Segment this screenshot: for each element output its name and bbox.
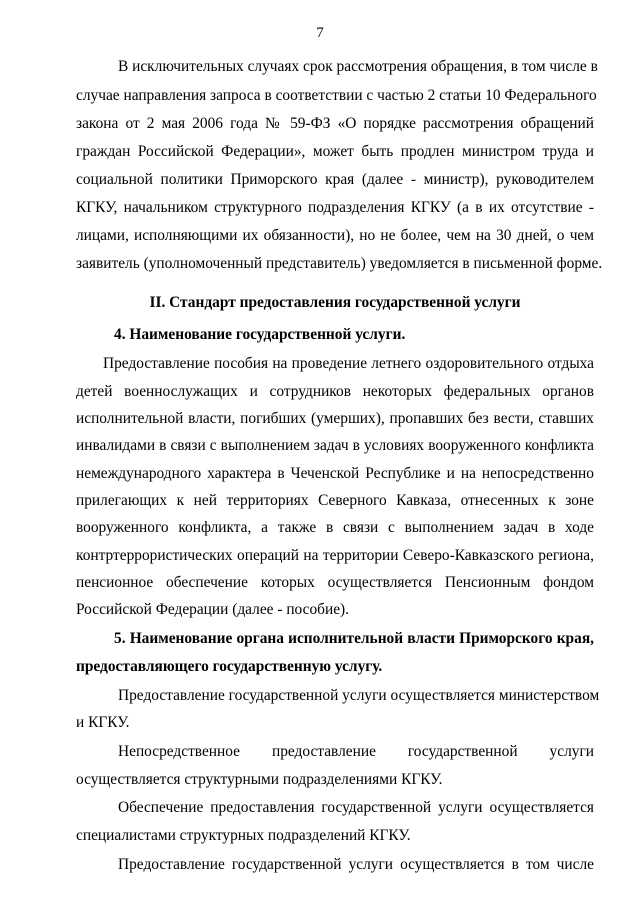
text-line: Предоставление государственной услуги осуществляется в том числе xyxy=(118,856,594,873)
text-line: Непосредственное предоставление государственной услуги xyxy=(118,743,594,760)
heading-5: 5. Наименование органа исполнительной власти Приморского края, xyxy=(114,630,594,647)
text-line: осуществляется структурными подразделениями КГКУ. xyxy=(76,771,443,788)
text-line: закона от 2 мая 2006 года № 59-ФЗ «О порядке рассмотрения обращений xyxy=(76,115,594,132)
text-line: граждан Российской Федерации», может быть продлен министром труда и xyxy=(76,143,594,160)
text-line: детей военнослужащих и сотрудников некоторых федеральных органов xyxy=(76,383,594,400)
section-title: II. Стандарт предоставления государственной услуги xyxy=(149,294,521,311)
text-line: и КГКУ. xyxy=(76,714,130,731)
text-line: лицами, исполняющими их обязанности), но не более, чем на 30 дней, о чем xyxy=(76,227,594,244)
text-line: немеждународного характера в Чеченской Республике и на непосредственно xyxy=(76,465,594,482)
text-line: исполнительной власти, погибших (умерших), пропавших без вести, ставших xyxy=(76,410,594,427)
text-line: вооруженного конфликта, а также в связи с выполнением задач в ходе xyxy=(76,519,594,536)
page-number: 7 xyxy=(316,25,324,41)
text-line: КГКУ, начальником структурного подразделения КГКУ (а в их отсутствие - xyxy=(76,199,594,216)
text-line: Российской Федерации (далее - пособие). xyxy=(76,601,350,618)
text-line: пенсионное обеспечение которых осуществляется Пенсионным фондом xyxy=(76,574,594,591)
text-line: В исключительных случаях срок рассмотрения обращения, в том числе в xyxy=(118,58,598,75)
text-line: контртеррористических операций на территории Северо-Кавказского региона, xyxy=(76,547,594,564)
text-line: инвалидами в связи с выполнением задач в условиях вооруженного конфликта xyxy=(76,437,594,454)
heading-5: предоставляющего государственную услугу. xyxy=(76,658,383,675)
heading-4: 4. Наименование государственной услуги. xyxy=(114,326,406,343)
text-line: случае направления запроса в соответствии с частью 2 статьи 10 Федерального xyxy=(76,87,597,104)
text-line: заявитель (уполномоченный представитель) уведомляется в письменной форме. xyxy=(76,255,603,272)
text-line: прилегающих к ней территориях Северного Кавказа, отнесенных к зоне xyxy=(76,492,594,509)
text-line: Обеспечение предоставления государственной услуги осуществляется xyxy=(118,799,594,816)
text-line: Предоставление государственной услуги осуществляется министерством xyxy=(118,687,600,704)
text-line: социальной политики Приморского края (далее - министр), руководителем xyxy=(76,171,594,188)
text-line: специалистами структурных подразделений КГКУ. xyxy=(76,827,411,844)
text-line: Предоставление пособия на проведение летнего оздоровительного отдыха xyxy=(103,355,594,372)
